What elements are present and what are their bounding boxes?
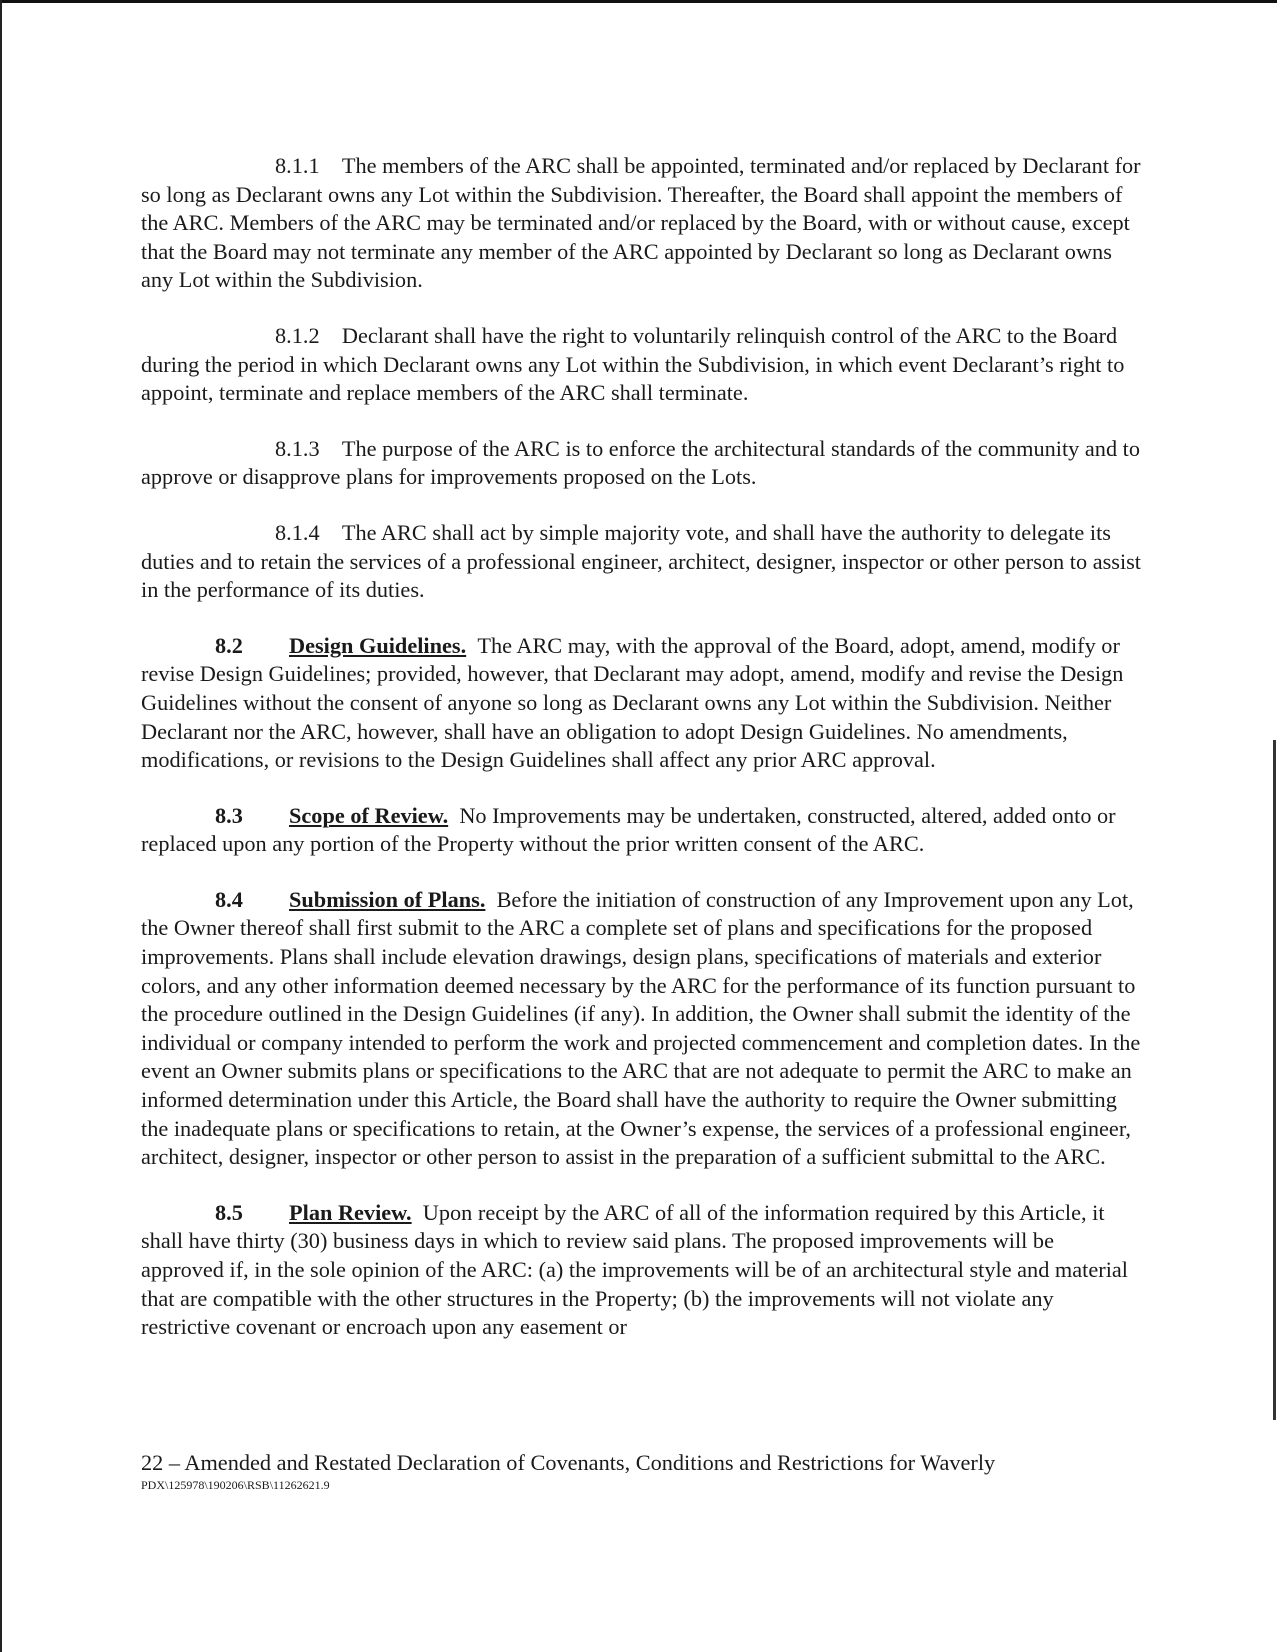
section-text: The ARC may, with the approval of the Board, adopt, amend, modify or revise Design Guidelines; provided, however, that Declarant may adopt, amend, modify and revise the Design Guidelines without the consent of anyone so long as Declarant owns any Lot within the Subdivision. Neither Declarant nor the ARC, however, shall have an obligation to adopt Design Guidelines. No amendments, modifications, or revisions to the Design Guidelines shall affect any prior ARC approval. xyxy=(141,632,1124,773)
paragraph-text: Declarant shall have the right to voluntarily relinquish control of the ARC to the Board during the period in which Declarant owns any Lot within the Subdivision, in which event Declarant’s right to appoint, terminate and replace members of the ARC shall terminate. xyxy=(141,322,1125,406)
section-number: 8.3 xyxy=(215,802,243,828)
section-number: 8.5 xyxy=(215,1199,243,1225)
paragraph-number: 8.1.3 xyxy=(275,435,320,461)
paragraph-text: The ARC shall act by simple majority vote, and shall have the authority to delegate its duties and to retain the services of a professional engineer, architect, designer, inspector or other person to assist in the performance of its duties. xyxy=(141,519,1142,603)
scan-left-edge xyxy=(0,0,2,1652)
paragraph-8-1-3 xyxy=(141,435,1141,492)
section-heading: Design Guidelines. xyxy=(289,632,467,658)
document-id: PDX\125978\190206\RSB\11262621.9 xyxy=(141,1478,330,1492)
paragraph-text: The members of the ARC shall be appointed, terminated and/or replaced by Declarant for so long as Declarant owns any Lot within the Subdivision. Thereafter, the Board shall appoint the members of the ARC. Members of the ARC may be terminated and/or replaced by the Board, with or without cause, except that the Board may not terminate any member of the ARC appointed by Declarant so long as Declarant owns any Lot within the Subdivision. xyxy=(141,153,1141,293)
section-heading: Submission of Plans. xyxy=(289,886,486,912)
section-number: 8.2 xyxy=(215,632,243,658)
scan-top-edge xyxy=(0,0,1277,3)
section-heading: Scope of Review. xyxy=(289,802,449,828)
section-text: Before the initiation of construction of any Improvement upon any Lot, the Owner thereof shall first submit to the ARC a complete set of plans and specifications for the proposed improvements. Plans shall include elevation drawings, design plans, specifications of materials and exterior colors, and any other information deemed necessary by the ARC for the performance of its function pursuant to the procedure outlined in the Design Guidelines (if any). In addition, the Owner shall submit the identity of the individual or company intended to perform the work and projected commencement and completion dates. In the event an Owner submits plans or specifications to the ARC that are not adequate to permit the ARC to make an informed determination under this Article, the Board shall have the authority to require the Owner submitting the inadequate plans or specifications to retain, at the Owner’s expense, the services of a professional engineer, architect, designer, inspector or other person to assist in the preparation of a sufficient submittal to the ARC. xyxy=(141,886,1141,1170)
page-footer xyxy=(141,1449,1141,1492)
section-heading: Plan Review. xyxy=(289,1199,412,1225)
paragraph-8-1-4 xyxy=(141,519,1141,605)
paragraph-number: 8.1.4 xyxy=(275,519,320,545)
section-8-5 xyxy=(141,1199,1141,1342)
section-8-4 xyxy=(141,886,1141,1172)
paragraph-number: 8.1.2 xyxy=(275,322,320,348)
section-8-2 xyxy=(141,632,1141,775)
paragraph-number: 8.1.1 xyxy=(275,153,320,178)
section-number: 8.4 xyxy=(215,886,243,912)
section-8-3 xyxy=(141,802,1141,859)
document-body xyxy=(141,152,1141,1342)
paragraph-text: The purpose of the ARC is to enforce the architectural standards of the community and to approve or disapprove plans for improvements proposed on the Lots. xyxy=(141,435,1141,490)
scan-right-edge-mark xyxy=(1273,740,1276,1420)
section-text: Upon receipt by the ARC of all of the information required by this Article, it shall have thirty (30) business days in which to review said plans. The proposed improvements will be approved if, in the sole opinion of the ARC: (a) the improvements will be of an architectural style and material that are compatible with the other structures in the Property; (b) the improvements will not violate any restrictive covenant or encroach upon any easement or xyxy=(141,1199,1128,1340)
footer-title: 22 – Amended and Restated Declaration of Covenants, Conditions and Restrictions for Waverly xyxy=(141,1450,996,1475)
paragraph-8-1-1 xyxy=(141,152,1141,295)
paragraph-8-1-2 xyxy=(141,322,1141,408)
section-text: No Improvements may be undertaken, constructed, altered, added onto or replaced upon any portion of the Property without the prior written consent of the ARC. xyxy=(141,802,1116,857)
